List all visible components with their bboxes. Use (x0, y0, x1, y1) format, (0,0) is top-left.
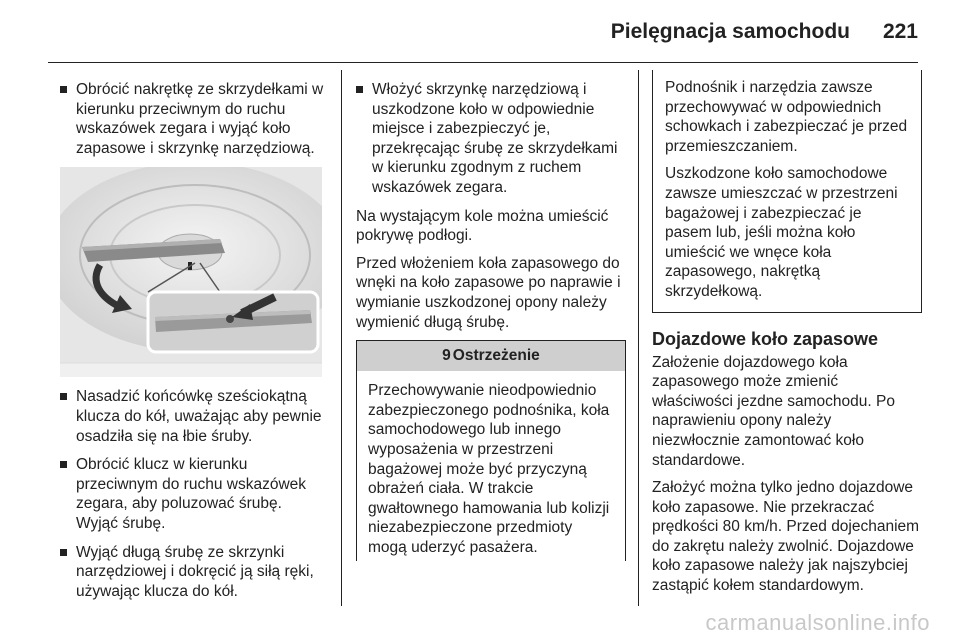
paragraph: Przed włożeniem koła zapasowego do wnęki na koło zapasowe po naprawie i wymianie uszkodzonej opony należy wymienić długą śrubę. (356, 254, 621, 331)
header-divider (48, 62, 918, 63)
column-2 (356, 80, 626, 561)
paragraph: Na wystającym kole można umieścić pokrywę podłogi. (356, 207, 609, 245)
warning-title: Ostrzeżenie (452, 347, 540, 365)
note-paragraph: Uszkodzone koło samochodowe zawsze umieszczać w przestrzeni bagażowej i zabezpieczać je pasem lub, jeśli można koło umieścić we wnęce koła zapasowego, nakrętką skrzydełkową. (665, 165, 898, 300)
column-divider (341, 70, 342, 606)
list-item (60, 455, 325, 533)
paragraph: Założenie dojazdowego koła zapasowego może zmienić właściwości jezdne samochodu. Po naprawieniu opony należy niezwłocznie zamontować koło standardowe. (652, 353, 895, 469)
spare-wheel-drawing (60, 167, 322, 377)
list-item-text: Obrócić nakrętkę ze skrzydełkami w kierunku przeciwnym do ruchu wskazówek zegara i wyjąć koło zapasowe i skrzynkę narzędziową. (76, 81, 324, 157)
bullet-icon (60, 549, 67, 556)
bullet-icon (356, 86, 363, 93)
page-number: 221 (882, 20, 918, 43)
list-item-text: Wyjąć długą śrubę ze skrzynki narzędziowej i dokręcić ją siłą ręki, używając klucza do kół. (76, 543, 314, 600)
list-item (60, 80, 325, 158)
bullet-icon (60, 393, 67, 400)
page-title: Pielęgnacja samochodu (610, 20, 850, 43)
warning-text: Przechowywanie nieodpowiednio zabezpieczonego podnośnika, koła samochodowego lub innego wyposażenia w przestrzeni bagażowej może być przyczyną obrażeń ciała. W trakcie gwałtownego hamowania lub kolizji niezabezpieczone przedmioty mogą uderzyć pasażera. (368, 382, 610, 556)
spare-wheel-illustration (60, 167, 322, 377)
list-item (356, 80, 626, 198)
list-item (60, 543, 325, 602)
list-item-text: Włożyć skrzynkę narzędziową i uszkodzone koło w odpowiednie miejsce i zabezpieczyć je, przekręcając śrubę ze skrzydełkami w kierunku zgodnym z ruchem wskazówek zegara. (372, 81, 618, 196)
section-heading: Dojazdowe koło zapasowe (652, 328, 879, 349)
note-paragraph: Podnośnik i narzędzia zawsze przechowywać w odpowiednich schowkach i zabezpieczać je przed przemieszczaniem. (665, 79, 908, 155)
column-3 (652, 80, 922, 604)
warning-box (356, 340, 626, 561)
column-1 (60, 80, 325, 610)
list-item-text: Obrócić klucz w kierunku przeciwnym do ruchu wskazówek zegara, aby poluzować śrubę. Wyjąć śrubę. (76, 456, 307, 532)
column-divider (638, 70, 639, 606)
bullet-icon (60, 461, 67, 468)
note-box (652, 70, 922, 313)
warning-icon: 9 (442, 347, 451, 365)
paragraph: Założyć można tylko jedno dojazdowe koło zapasowe. Nie przekraczać prędkości 80 km/h. Przed dojechaniem do zakrętu należy zwolnić. Dojazdowe koło zapasowe należy jak najszybciej zastąpić kołem standardowym. (652, 479, 920, 595)
list-item-text: Nasadzić końcówkę sześciokątną klucza do kół, uważając aby pewnie osadziła się na łbie śruby. (76, 388, 322, 445)
list-item (60, 387, 325, 446)
warning-header (357, 341, 625, 371)
watermark: carmanualsonline.info (705, 610, 930, 635)
bullet-icon (60, 86, 67, 93)
